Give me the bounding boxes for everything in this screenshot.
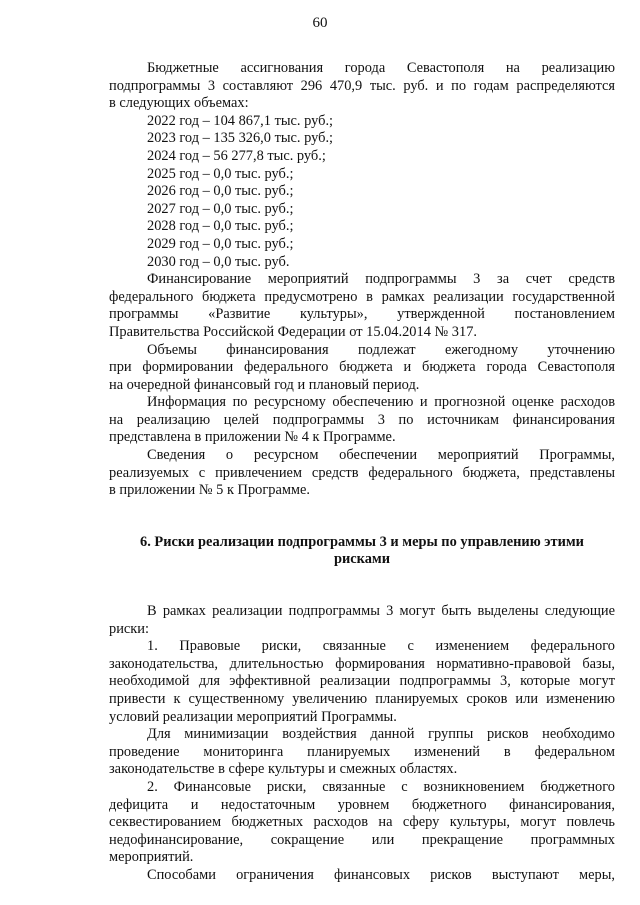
paragraph-financial-mitigation — [109, 867, 615, 885]
page-number: 60 — [312, 15, 328, 31]
text-line: Бюджетные ассигнования города Севастополя на реализацию — [147, 60, 615, 76]
text-line: Правительства Российской Федерации от 15.04.2014 № 317. — [109, 323, 477, 340]
text-line: дефицита и недостаточным уровнем бюджетного финансирования, — [109, 796, 615, 813]
paragraph-legal-risks — [109, 638, 615, 726]
text-line: реализуемых с привлечением средств федерального бюджета, представлены — [109, 464, 615, 481]
text-line: подпрограммы 3 составляют 296 470,9 тыс. руб. и по годам распределяются — [109, 77, 615, 94]
list-item: 2026 год – 0,0 тыс. руб.; — [147, 183, 294, 200]
text-line: риски: — [109, 620, 149, 637]
text-line: мероприятий. — [109, 849, 194, 866]
text-line: 2. Финансовые риски, связанные с возникновением бюджетного — [147, 778, 615, 795]
text-line: Для минимизации воздействия данной группы рисков необходимо — [147, 726, 615, 743]
text-line: Способами ограничения финансовых рисков выступают меры, — [147, 866, 615, 883]
paragraph-federal-financing — [109, 271, 615, 341]
text-line: секвестированием бюджетных расходов на сферу культуры, могут повлечь — [109, 814, 615, 831]
text-line: Сведения о ресурсном обеспечении мероприятий Программы, — [147, 447, 615, 464]
text-line: В рамках реализации подпрограммы 3 могут быть выделены следующие — [147, 603, 615, 620]
list-item: 2023 год – 135 326,0 тыс. руб.; — [147, 130, 334, 147]
list-item: 2029 год – 0,0 тыс. руб.; — [147, 235, 294, 252]
paragraph-info — [109, 394, 615, 447]
section-heading-line: 6. Риски реализации подпрограммы 3 и меры по управлению этими — [140, 533, 584, 550]
text-line: в приложении № 5 к Программе. — [109, 482, 311, 499]
list-item: 2028 год – 0,0 тыс. руб.; — [147, 218, 294, 235]
section-heading — [109, 534, 615, 569]
page-content — [109, 60, 615, 885]
list-item: 2030 год – 0,0 тыс. руб. — [147, 253, 290, 270]
text-line: при формировании федерального бюджета и бюджета города Севастополя — [109, 359, 615, 376]
text-line: недофинансирование, сокращение или прекращение программных — [109, 831, 615, 848]
text-line: проведение мониторинга планируемых изменений в федеральном — [109, 743, 615, 760]
text-line: на реализацию целей подпрограммы 3 по источникам финансирования — [109, 411, 615, 428]
paragraph-risks-intro — [109, 603, 615, 638]
text-line: на очередной финансовый год и плановый период. — [109, 376, 420, 393]
paragraph-legal-mitigation — [109, 726, 615, 779]
text-line: привести к существенному увеличению планируемых сроков или изменению — [109, 691, 615, 707]
text-line: в следующих объемах: — [109, 95, 249, 112]
list-item: 2022 год – 104 867,1 тыс. руб.; — [147, 112, 334, 129]
text-line: федерального бюджета предусмотрено в рамках реализации государственной — [109, 288, 615, 305]
paragraph-budget-intro — [109, 60, 615, 113]
text-line: условий реализации мероприятий Программы. — [109, 708, 397, 725]
text-line: программы «Развитие культуры», утвержденной постановлением — [109, 306, 615, 323]
list-item: 2025 год – 0,0 тыс. руб.; — [147, 165, 294, 182]
text-line: законодательства, длительностью формирования нормативно-правовой базы, — [109, 655, 615, 672]
text-line: Информация по ресурсному обеспечению и прогнозной оценке расходов — [147, 394, 615, 411]
text-line: необходимой для эффективной реализации подпрограммы 3, которые могут — [109, 673, 615, 690]
text-line: Финансирование мероприятий подпрограммы 3 за счет средств — [147, 271, 615, 288]
list-item: 2024 год – 56 277,8 тыс. руб.; — [147, 147, 326, 164]
paragraph-financial-risks — [109, 779, 615, 867]
text-line: законодательстве в сфере культуры и смежных областях. — [109, 761, 458, 778]
paragraph-volumes — [109, 342, 615, 395]
section-heading-line: рисками — [333, 551, 391, 568]
paragraph-details — [109, 447, 615, 500]
text-line: 1. Правовые риски, связанные с изменением федерального — [147, 638, 615, 655]
text-line: представлена в приложении № 4 к Программе. — [109, 429, 396, 446]
list-item: 2027 год – 0,0 тыс. руб.; — [147, 200, 294, 217]
budget-by-year-list — [109, 113, 615, 271]
text-line: Объемы финансирования подлежат ежегодному уточнению — [147, 341, 615, 358]
